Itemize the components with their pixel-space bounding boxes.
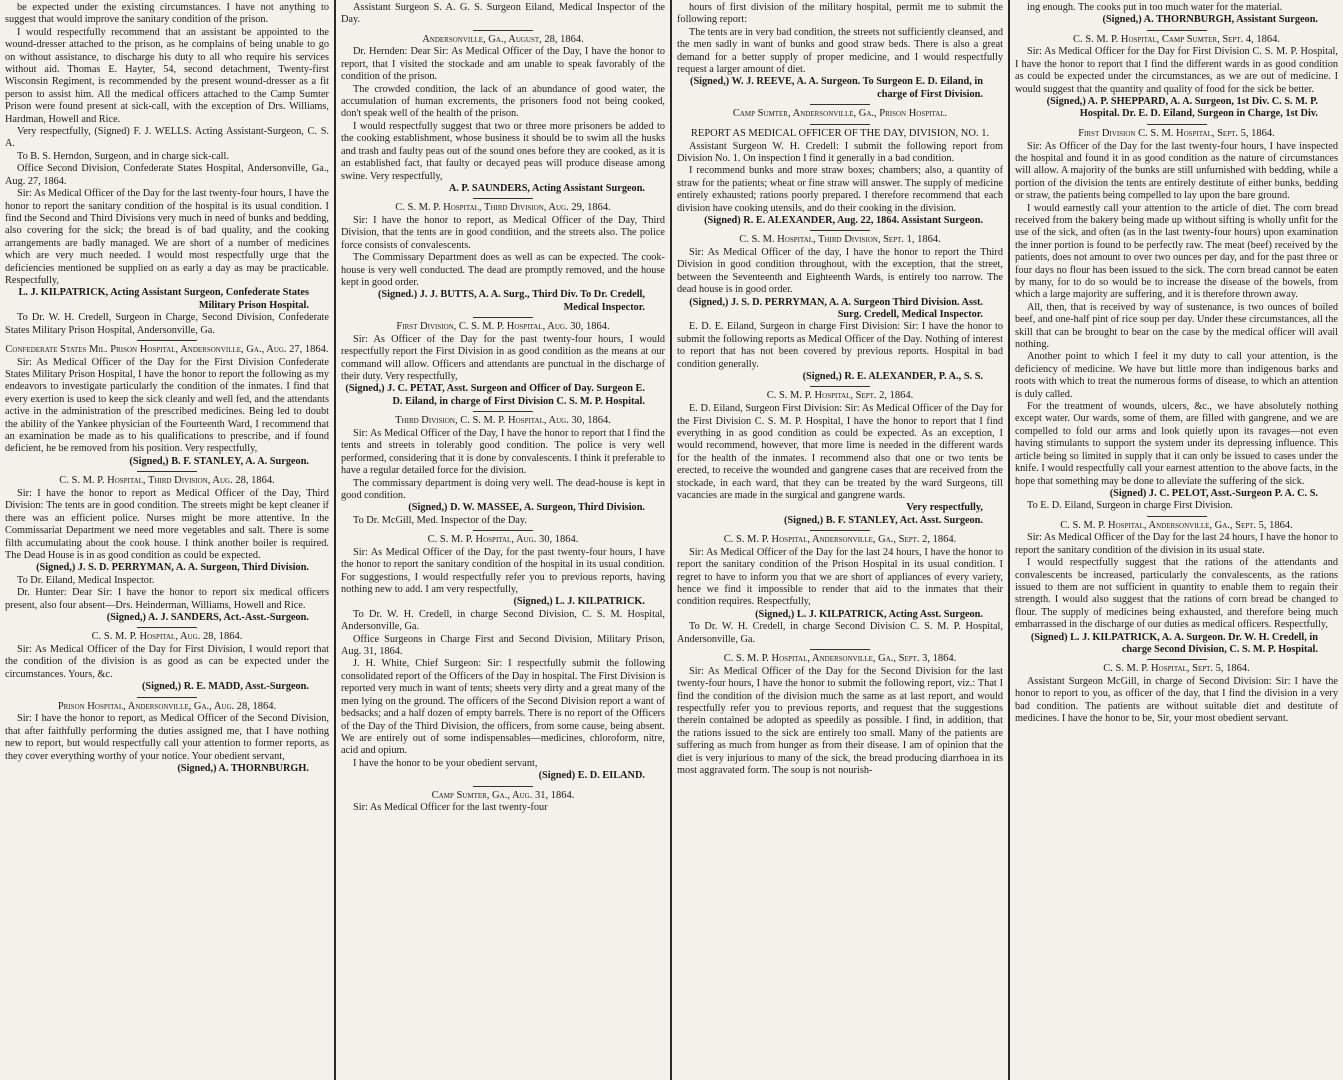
article-paragraph: Sir: As Medical Officer for the Day for First Division C. S. M. P. Hospital, I have the honor to report that I find the different wards in as good condition as could be expected under the circumstances, as we are out of medicine. I would suggest that the quantity and quality of food for the sick be better.: [1015, 46, 1338, 95]
article-paragraph: hours of first division of the military hospital, permit me to submit the following report:: [677, 2, 1003, 26]
section-divider: [137, 340, 197, 341]
section-divider: [137, 697, 197, 698]
article-paragraph: To Dr. W. H. Credell, in charge Second Division, C. S. M. Hospital, Andersonville, Ga.: [341, 608, 665, 633]
article-paragraph: (Signed,) B. F. STANLEY, Act. Asst. Surgeon.: [783, 514, 983, 526]
section-divider: [473, 411, 533, 412]
article-paragraph: Assistant Surgeon McGill, in charge of Second Division: Sir: I have the honor to report to you, as officer of the day, that I find the division in a very bad condition. The patients are without suitable diet and destitute of medicines. I have the honor to be, Sir, your most obedient servant.: [1015, 676, 1338, 725]
section-divider: [810, 104, 870, 105]
article-paragraph: To E. D. Eiland, Surgeon in charge First Division.: [1027, 500, 1233, 512]
article-paragraph: (Signed,) A. J. SANDERS, Act.-Asst.-Surgeon.: [106, 611, 309, 623]
article-paragraph: Office Second Division, Confederate States Hospital, Andersonville, Ga., Aug. 27, 1864.: [5, 163, 329, 187]
article-paragraph: I have the honor to be your obedient servant,: [353, 757, 538, 769]
article-paragraph: Sir: As Medical Officer for the last twenty-four: [353, 802, 548, 814]
article-paragraph: Sir: As Medical Officer of the Day for First Division, I would report that the condition of the division is as good as can be expected under the circumstances. Yours, &c.: [5, 644, 329, 680]
article-paragraph: Sir: I have the honor to report as Medical Officer of the Day, Third Division: The tents are in good condition. The streets might be kept cleaner if there was an efficient police. Nurses might be more attentive. In the Commissariat Department we need more vegetables and salt. There is some filth accumulating about the cook house. I think another boiler is required. The Dead House is in as good condition as could be expected.: [5, 487, 329, 561]
article-paragraph: Sir: As Officer of the Day for the last twenty-four hours, I have inspected the hospital and found it in as good condition as the nature of circumstances will allow. A majority of the bunks are still unfurnished with bedding, while a portion of the division the tents are entirely destitute of either bunks, bedding or straw, the patients being compelled to lay upon the bare ground.: [1015, 140, 1338, 202]
article-paragraph: Prison Hospital, Andersonville, Ga., Aug. 28, 1864.: [57, 700, 277, 712]
article-paragraph: Sir: As Medical Officer of the Day for the last 24 hours, I have the honor to report the sanitary condition of the Prison Hospital in its usual condition. I regret to have to inform you that we are short of appliances of every variety, hence we find it impossible to render that aid to the inmates that their condition requires. Respectfully,: [677, 546, 1003, 608]
section-divider: [810, 230, 870, 231]
article-paragraph: C. S. M. P. Hospital, Aug. 30, 1864.: [427, 534, 579, 546]
section-divider: [810, 649, 870, 650]
article-paragraph: Sir: As Medical Officer of the Day for the Second Division for the last twenty-four hours, I have the honor to submit the following report, viz.: That I find the condition of the division much the same as at last report, and would respectfully refer you to previous reports, and request that the suggestions therein contained be adopted as speedily as possible. I find, in addition, that the rations issued to the sick are entirely too small. Many of the patients are suffering as much from hunger as from their disease. I am of opinion that the diet is very injurious to many of the sick, the bread producing diarrhoea in its most aggravated form. The soup is not nourish-: [677, 665, 1003, 776]
article-paragraph: ing enough. The cooks put in too much water for the material.: [1027, 2, 1283, 13]
column-2: [336, 0, 670, 1080]
article-paragraph: Confederate States Mil. Prison Hospital, Andersonville, Ga., Aug. 27, 1864.: [5, 343, 329, 355]
article-paragraph: (Signed,) B. F. STANLEY, A. A. Surgeon.: [129, 455, 309, 467]
article-paragraph: Dr. Hernden: Dear Sir: As Medical Officer of the Day, I have the honor to report, that I visited the stockade and am unable to speak favorably of the condition of the prison.: [341, 46, 665, 83]
article-paragraph: For the treatment of wounds, ulcers, &c., we have absolutely nothing except water. Our wards, some of them, are filled with gangrene, and we are compelled to fold our arms and look quietly upon its ravages—not even having stimulants to support the system under its depressing influence. This article being so limited in supply that it can only be issued to cases under the knife. I would respectfully call your earnest attention to the above facts, in the hope that something may be done to alleviate the suffering of the sick.: [1015, 401, 1338, 487]
article-paragraph: Sir: As Medical Officer of the Day, for the past twenty-four hours, I have the honor to report the sanitary condition of the hospital in its usual condition. For suggestions, I would respectfully refer you to previous reports, having nothing new to add. I am very respectfully,: [341, 546, 665, 596]
article-paragraph: I would respectfully recommend that an assistant be appointed to the wound-dresser attached to the prison, as he complains of being unable to go on without assistance, to discharge his duty to all who require his services without aid. Thomas E. Hayter, 54, second detachment, Twenty-first Wisconsin Regiment, is recommended by the present wound-dresser as a fit person to assist him. All the medical officers attached to the Camp Sumter Prison were found present at sick-call, with the exception of Drs. Williams, Hardman, Howell and Rice.: [5, 26, 329, 125]
section-divider: [1147, 124, 1207, 125]
article-paragraph: (Signed.) J. J. BUTTS, A. A. Surg., Third Div. To Dr. Credell, Medical Inspector.: [377, 289, 645, 313]
article-paragraph: (Signed,) L. J. KILPATRICK, Acting Asst. Surgeon.: [755, 608, 983, 620]
article-paragraph: E. D. Eiland, Surgeon First Division: Sir: As Medical Officer of the Day for the First Division C. S. M. P. Hospital, I have the honor to report that I find everything in as good condition as could be expected. As an exception, I would recommend, however, that more lime is needed in the different wards for the health of the inmates. I recommend also that one or two tents be erected, to receive the wounded and gangrene cases that are received from the stockade, in each ward, that they can be treated by the ward Surgeons, till vacancies are made in the surgical and gangrene wards.: [677, 403, 1003, 501]
article-paragraph: To Dr. McGill, Med. Inspector of the Day.: [353, 514, 527, 526]
article-paragraph: (Signed,) A. THORNBURGH, Assistant Surgeon.: [1102, 14, 1318, 26]
article-paragraph: Office Surgeons in Charge First and Second Division, Military Prison, Aug. 31, 1864.: [341, 633, 665, 658]
article-paragraph: (Signed,) J. C. PETAT, Asst. Surgeon and Officer of Day. Surgeon E. D. Eiland, in charge of First Division C. S. M. P. Hospital.: [345, 383, 645, 407]
article-paragraph: To Dr. Eiland, Medical Inspector.: [17, 574, 155, 586]
article-paragraph: I would respectfully suggest that the rations of the attendants and convalescents be increased, particularly the convalescents, as the rations issued to them are not sufficient in quantity to enable them to regain their strength. I would also suggest that the rations of corn bread be changed to flour. The supply of medicines being exhausted, and therefore being much embarrassed in the discharge of our duties as medical officers. Respectfully,: [1015, 557, 1338, 631]
section-divider: [810, 530, 870, 531]
article-paragraph: Very respectfully, (Signed) F. J. WELLS. Acting Assistant-Surgeon, C. S. A.: [5, 126, 329, 150]
article-paragraph: Sir: As Medical Officer of the day, I have the honor to report the Third Division in good condition throughout, with the exception, that the street, between the Seventeenth and Eighteenth Wards, is entirely too narrow. The dead house is in good order.: [677, 247, 1003, 296]
article-paragraph: First Division C. S. M. Hospital, Sept. 5, 1864.: [1078, 127, 1275, 139]
article-paragraph: Assistant Surgeon W. H. Credell: I submit the following report from Division No. 1. On inspection I find it generally in a bad condition.: [677, 140, 1003, 164]
article-paragraph: Camp Sumter, Ga., Aug. 31, 1864.: [431, 789, 575, 801]
article-paragraph: Sir: As Medical Officer of the Day for the last twenty-four hours, I have the honor to report the sanitary condition of the hospital is its usual condition. I find the Second and Third Divisions very much in need of bunks and bedding, also covering for the sick; the bread is of bad quality, and the cooking arrangements are badly managed. We are short of a number of medicines which are very much needed. I would most respectfully urge that the deficiencies mentioned be supplied on as early a day as may be practicable. Respectfully,: [5, 188, 329, 286]
section-divider: [473, 317, 533, 318]
article-paragraph: Very respectfully,: [906, 502, 983, 514]
section-divider: [473, 530, 533, 531]
article-paragraph: A. P. SAUNDERS, Acting Assistant Surgeon.: [448, 182, 645, 194]
article-paragraph: C. S. M. P. Hospital, Aug. 28, 1864.: [91, 631, 243, 643]
article-paragraph: C. S. M. P. Hospital, Camp Sumter, Sept. 4, 1864.: [1073, 33, 1280, 45]
article-paragraph: Third Division, C. S. M. P. Hospital, Aug. 30, 1864.: [395, 415, 611, 427]
article-paragraph: Sir: I have the honor to report, as Medical Officer of the Second Division, that after faithfully performing the duties assigned me, that I have nothing new to report, but would respectfully call your attention to former reports, as they cover everything worthy of your notice. Your obedient servant,: [5, 713, 329, 762]
article-paragraph: (Signed,) D. W. MASSEE, A. Surgeon, Third Division.: [408, 502, 645, 514]
article-paragraph: Sir: As Medical Officer of the Day for the First Division Confederate States Military Prison Hospital, I have the honor to report the following as my endeavors to investigate particularly the condition of the inmates. I find that every exertion is used to keep the sick cleanly and well fed, and the attendants active in the administration of the prescribed medicines. Being led to doubt the ability of the Yankee physician of the Fourteenth Ward, I recommend that an examination be made as to his qualifications to prescribe, and if found deficient, he be removed from his position. Very respectfully,: [5, 356, 329, 455]
article-paragraph: (Signed) E. D. EILAND.: [538, 770, 645, 782]
section-divider: [1147, 659, 1207, 660]
article-paragraph: (Signed) R. E. ALEXANDER, Aug. 22, 1864. Assistant Surgeon.: [704, 214, 983, 226]
article-paragraph: Sir: As Medical Officer of the Day for the last 24 hours, I have the honor to report the sanitary condition of the division in its usual state.: [1015, 532, 1338, 556]
article-paragraph: be expected under the existing circumstances. I have not anything to suggest that would improve the sanitary condition of the prison.: [5, 2, 329, 26]
article-paragraph: C. S. M. P. Hospital, Andersonville, Ga., Sept. 2, 1864.: [723, 534, 957, 546]
column-3: [672, 0, 1008, 1080]
column-4: [1010, 0, 1343, 1080]
article-paragraph: C. S. M. P. Hospital, Third Division, Aug. 29, 1864.: [395, 202, 611, 214]
article-paragraph: C. S. M. P. Hospital, Sept. 5, 1864.: [1103, 663, 1250, 675]
article-paragraph: (Signed,) A. THORNBURGH.: [177, 762, 309, 774]
article-paragraph: Another point to which I feel it my duty to call your attention, is the deficiency of medicine. We have but little more than indigenous barks and roots with which to treat the numerous forms of disease, to which an attention is duly called.: [1015, 351, 1338, 400]
article-paragraph: Sir: As Officer of the Day for the past twenty-four hours, I would respectfully report the First Division in as good condition as the means at our command will allow. Officers and attendants are punctual in the discharge of their duty. Very respectfully,: [341, 333, 665, 383]
section-divider: [1147, 516, 1207, 517]
article-paragraph: C. S. M. P. Hospital, Third Division, Aug. 28, 1864.: [59, 475, 275, 487]
article-paragraph: C. S. M. P. Hospital, Sept. 2, 1864.: [766, 390, 914, 402]
article-paragraph: L. J. KILPATRICK, Acting Assistant Surgeon, Confederate States Military Prison Hospital.: [18, 287, 309, 311]
section-divider: [473, 786, 533, 787]
article-paragraph: All, then, that is received by way of sustenance, is two ounces of boiled beef, and one-half pint of rice soup per day. Under these circumstances, all the skill that can be brought to bear on the case by the medical officer will avail nothing.: [1015, 301, 1338, 351]
article-paragraph: I recommend bunks and more straw boxes; chambers; also, a quantity of straw for the patients; wheat or fine straw will answer. The supply of medicine entirely exhausted; rations poorly prepared. I therefore recommend that each division have cooking utensils, and do their cooking in the division.: [677, 165, 1003, 214]
article-paragraph: E. D. E. Eiland, Surgeon in charge First Division: Sir: I have the honor to submit the following reports as Medical Officer of the Day. Nothing of interest to report that has not been covered by previous reports. Hospital in bad condition generally.: [677, 321, 1003, 370]
section-divider: [137, 627, 197, 628]
column-1: [0, 0, 334, 1080]
article-paragraph: (Signed,) A. P. SHEPPARD, A. A. Surgeon, 1st Div. C. S. M. P. Hospital. Dr. E. D. Eiland, Surgeon in Charge, 1st Div.: [1046, 96, 1318, 120]
section-divider: [810, 386, 870, 387]
article-paragraph: C. S. M. P. Hospital, Andersonville, Ga., Sept. 5, 1864.: [1060, 519, 1293, 531]
article-paragraph: To Dr. W. H. Credell, in charge Second Division C. S. M. P. Hospital, Andersonville, Ga.: [677, 621, 1003, 645]
article-paragraph: (Signed) L. J. KILPATRICK, A. A. Surgeon. Dr. W. H. Credell, in charge Second Division, C. S. M. P. Hospital.: [1030, 631, 1318, 656]
article-paragraph: Sir: I have the honor to report, as Medical Officer of the Day, Third Division, that the tents are in good condition, and the streets also. The police force consists of convalescents.: [341, 214, 665, 251]
article-paragraph: To Dr. W. H. Credell, Surgeon in Charge, Second Division, Confederate States Military Prison Hospital, Andersonville, Ga.: [5, 312, 329, 336]
section-divider: [137, 471, 197, 472]
article-paragraph: (Signed) J. C. PELOT, Asst.-Surgeon P. A. C. S.: [1109, 487, 1318, 499]
article-paragraph: (Signed,) W. J. REEVE, A. A. Surgeon. To Surgeon E. D. Eiland, in charge of First Division.: [690, 76, 983, 100]
article-paragraph: (Signed,) J. S. D. PERRYMAN, A. A. Surgeon, Third Division.: [36, 562, 309, 574]
article-paragraph: C. S. M. Hospital, Third Division, Sept. 1, 1864.: [739, 234, 941, 246]
article-paragraph: I would earnestly call your attention to the article of diet. The corn bread received from the bakery being made up without sifting is wholly unfit for the use of the sick, and often (as in the last twenty-four hours) upon examination the inner portion is found to be perfectly raw. The meat (beef) received by the patients, does not amount to over two ounces per day, and for the past three or four days no flour has been issued to the sick. The corn bread cannot be eaten by many, for to do so would be to increase the disease of the bowels, from which a large majority are suffering, and it is therefore thrown away.: [1015, 202, 1338, 301]
article-paragraph: I would respectfully suggest that two or three more prisoners be added to the cooking establishment, whose business it should be to swim all the husks and trash and faulty peas out of the sound ones before they are cooked, as it is an established fact, that faulty or decayed peas will produce disease among swine. Very respectfully,: [341, 120, 665, 182]
article-paragraph: J. H. White, Chief Surgeon: Sir: I respectfully submit the following consolidated report of the Officers of the Day in hospital. The First Division is reported very much in want of tents; sheets very dirty and a great many of the men lying on the ground. The officers of the Second Division report a want of bedsacks; and a half dozen of empty barrels. There is no report of the Officers of the Day of the Third Division, the officers, from some cause, being absent. We are entirely out of some indispensables—medicines, chloroform, nitre, acid and opium.: [341, 658, 665, 757]
article-paragraph: (Signed,) L. J. KILPATRICK.: [513, 596, 645, 608]
section-divider: [473, 198, 533, 199]
article-paragraph: Andersonville, Ga., August, 28, 1864.: [422, 33, 584, 45]
article-paragraph: Dr. Hunter: Dear Sir: I have the honor to report six medical officers present, also four absent—Drs. Heinderman, Williams, Howell and Rice.: [5, 587, 329, 611]
section-divider: [1147, 30, 1207, 31]
section-divider: [810, 124, 870, 125]
article-paragraph: To B. S. Herndon, Surgeon, and in charge sick-call.: [17, 150, 229, 162]
article-paragraph: First Division, C. S. M. P. Hospital, Aug. 30, 1864.: [396, 321, 610, 333]
article-paragraph: The tents are in very bad condition, the streets not sufficiently cleansed, and the men sadly in want of bunks and good straw beds. There is also a great demand for a better supply of proper medicine, and I would respectfully request a larger amount of diet.: [677, 26, 1003, 76]
article-paragraph: C. S. M. P. Hospital, Andersonville, Ga., Sept. 3, 1864.: [723, 653, 957, 665]
article-paragraph: (Signed,) J. S. D. PERRYMAN, A. A. Surgeon Third Division. Asst. Surg. Credell, Medical Inspector.: [689, 296, 983, 321]
article-paragraph: Sir: As Medical Officer of the Day, I have the honor to report that I find the tents and streets in tolerably good condition. The police is very well performed, considering that it is done by convalescents. I think it preferable to have a regular detailed force for the division.: [341, 427, 665, 477]
article-paragraph: REPORT AS MEDICAL OFFICER OF THE DAY, DIVISION, NO. 1.: [690, 127, 990, 139]
article-paragraph: Camp Sumter, Andersonville, Ga., Prison Hospital.: [732, 108, 948, 120]
article-paragraph: (Signed,) R. E. MADD, Asst.-Surgeon.: [141, 681, 309, 693]
article-paragraph: The crowded condition, the lack of an abundance of good water, the accumulation of human excrements, the prisoners food not being cooked, don't speak well of the health of the prison.: [341, 83, 665, 120]
article-paragraph: Assistant Surgeon S. A. G. S. Surgeon Eiland, Medical Inspector of the Day.: [341, 2, 665, 26]
article-paragraph: The commissary department is doing very well. The dead-house is kept in good condition.: [341, 477, 665, 501]
article-paragraph: The Commissary Department does as well as can be expected. The cook-house is very well conducted. The dead are promptly removed, and the house kept in good order.: [341, 252, 665, 288]
section-divider: [473, 30, 533, 31]
article-paragraph: (Signed,) R. E. ALEXANDER, P. A., S. S.: [802, 371, 983, 383]
